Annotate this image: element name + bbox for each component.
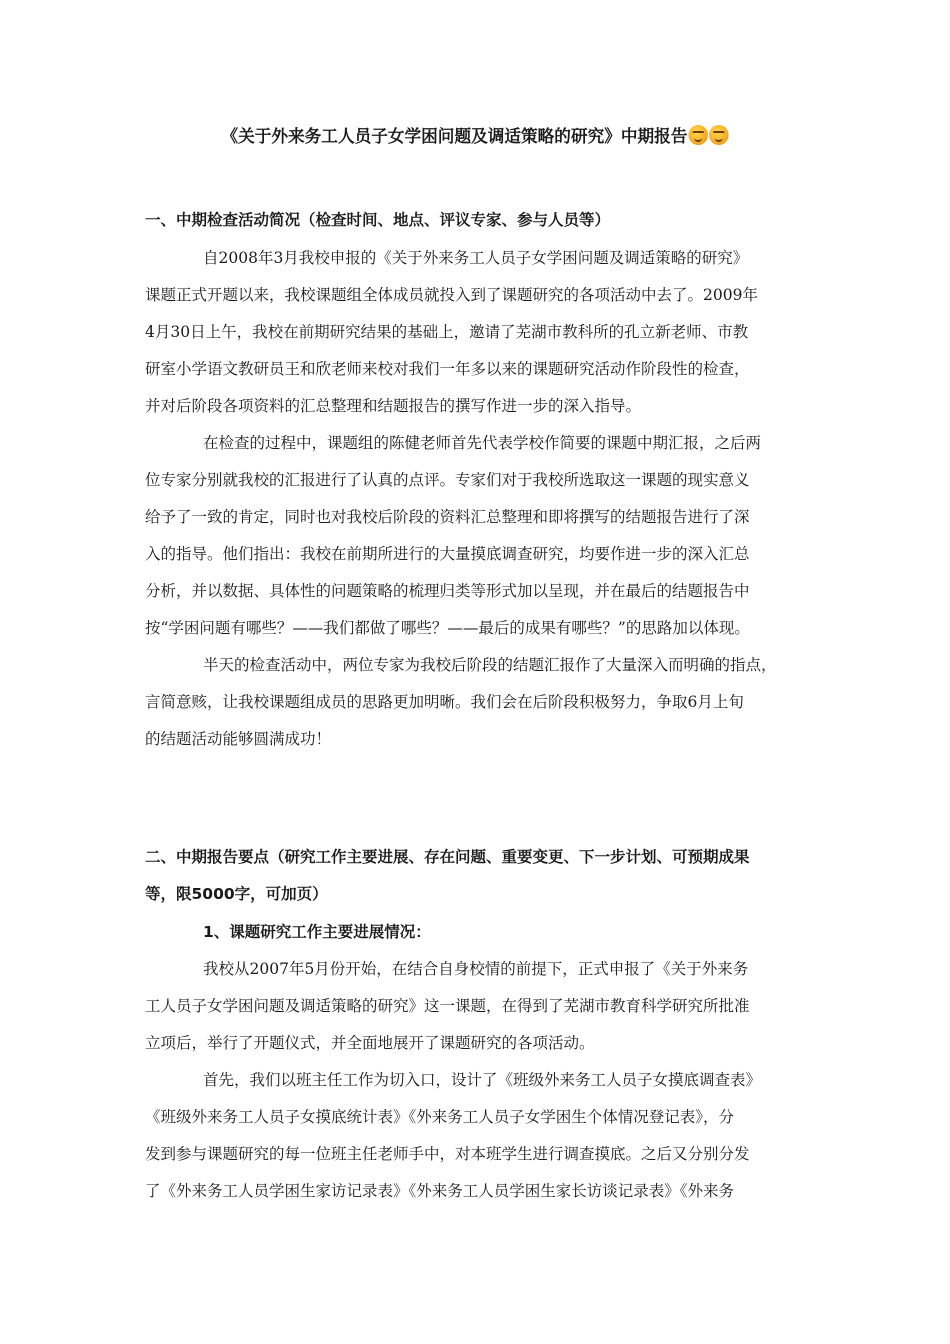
section1-paragraph-line: 4月30日上午，我校在前期研究结果的基础上，邀请了芜湖市教科所的孔立新老师、市教: [145, 323, 749, 341]
section1-paragraph-line: 的结题活动能够圆满成功！: [145, 730, 332, 748]
section1-paragraph-line: 分析，并以数据、具体性的问题策略的梳理归类等形式加以呈现，并在最后的结题报告中: [145, 582, 750, 600]
section2-paragraph-line: 工人员子女学困问题及调适策略的研究》这一课题，在得到了芜湖市教育科学研究所批准: [145, 997, 750, 1015]
section1-paragraph-line: 位专家分别就我校的汇报进行了认真的点评。专家们对于我校所选取这一课题的现实意义: [145, 471, 750, 489]
section2-paragraph-line: 了《外来务工人员学困生家访记录表》《外来务工人员学困生家长访谈记录表》《外来务: [145, 1182, 735, 1200]
section1-paragraph-line: 研室小学语文教研员王和欣老师来校对我们一年多以来的课题研究活动作阶段性的检查，: [145, 360, 750, 378]
document-title-row: [10, 124, 940, 150]
document-title: 《关于外来务工人员子女学困问题及调适策略的研究》中期报告: [221, 127, 688, 147]
section2-subheading: 1、课题研究工作主要进展情况：: [203, 923, 431, 941]
section1-paragraph-line: 按“学困问题有哪些？——我们都做了哪些？——最后的成果有哪些？”的思路加以体现。: [145, 619, 750, 637]
section1-paragraph-line: 并对后阶段各项资料的汇总整理和结题报告的撰写作进一步的深入指导。: [145, 397, 642, 415]
section1-paragraph-line: 课题正式开题以来，我校课题组全体成员就投入到了课题研究的各项活动中去了。2009年: [145, 286, 758, 304]
section1-paragraph-line: 言简意赅，让我校课题组成员的思路更加明晰。我们会在后阶段积极努力，争取6月上旬: [145, 693, 744, 711]
section1-paragraph-line: 在检查的过程中，课题组的陈健老师首先代表学校作简要的课题中期汇报，之后两: [203, 434, 762, 452]
section2-heading-line: 二、中期报告要点（研究工作主要进展、存在问题、重要变更、下一步计划、可预期成果: [145, 848, 750, 866]
persevering-face-icon: [709, 125, 729, 145]
section2-paragraph-line: 发到参与课题研究的每一位班主任老师手中，对本班学生进行调查摸底。之后又分别分发: [145, 1145, 750, 1163]
section2-paragraph-line: 首先，我们以班主任工作为切入口，设计了《班级外来务工人员子女摸底调查表》: [203, 1071, 762, 1089]
section1-heading: 一、中期检查活动简况（检查时间、地点、评议专家、参与人员等）: [145, 211, 611, 229]
section2-paragraph-line: 立项后，举行了开题仪式，并全面地展开了课题研究的各项活动。: [145, 1034, 595, 1052]
section1-paragraph-line: 入的指导。他们指出：我校在前期所进行的大量摸底调查研究，均要作进一步的深入汇总: [145, 545, 750, 563]
section2-paragraph-line: 《班级外来务工人员子女摸底统计表》《外来务工人员子女学困生个体情况登记表》，分: [145, 1108, 735, 1126]
section1-paragraph-line: 半天的检查活动中，两位专家为我校后阶段的结题汇报作了大量深入而明确的指点，: [203, 656, 777, 674]
section2-heading-line: 等，限5000字，可加页）: [145, 885, 328, 903]
section1-paragraph-line: 自2008年3月我校申报的《关于外来务工人员子女学困问题及调适策略的研究》: [203, 249, 749, 267]
section1-paragraph-line: 给予了一致的肯定，同时也对我校后阶段的资料汇总整理和即将撰写的结题报告进行了深: [145, 508, 750, 526]
section2-paragraph-line: 我校从2007年5月份开始，在结合自身校情的前提下，正式申报了《关于外来务: [203, 960, 749, 978]
persevering-face-icon: [688, 125, 708, 145]
